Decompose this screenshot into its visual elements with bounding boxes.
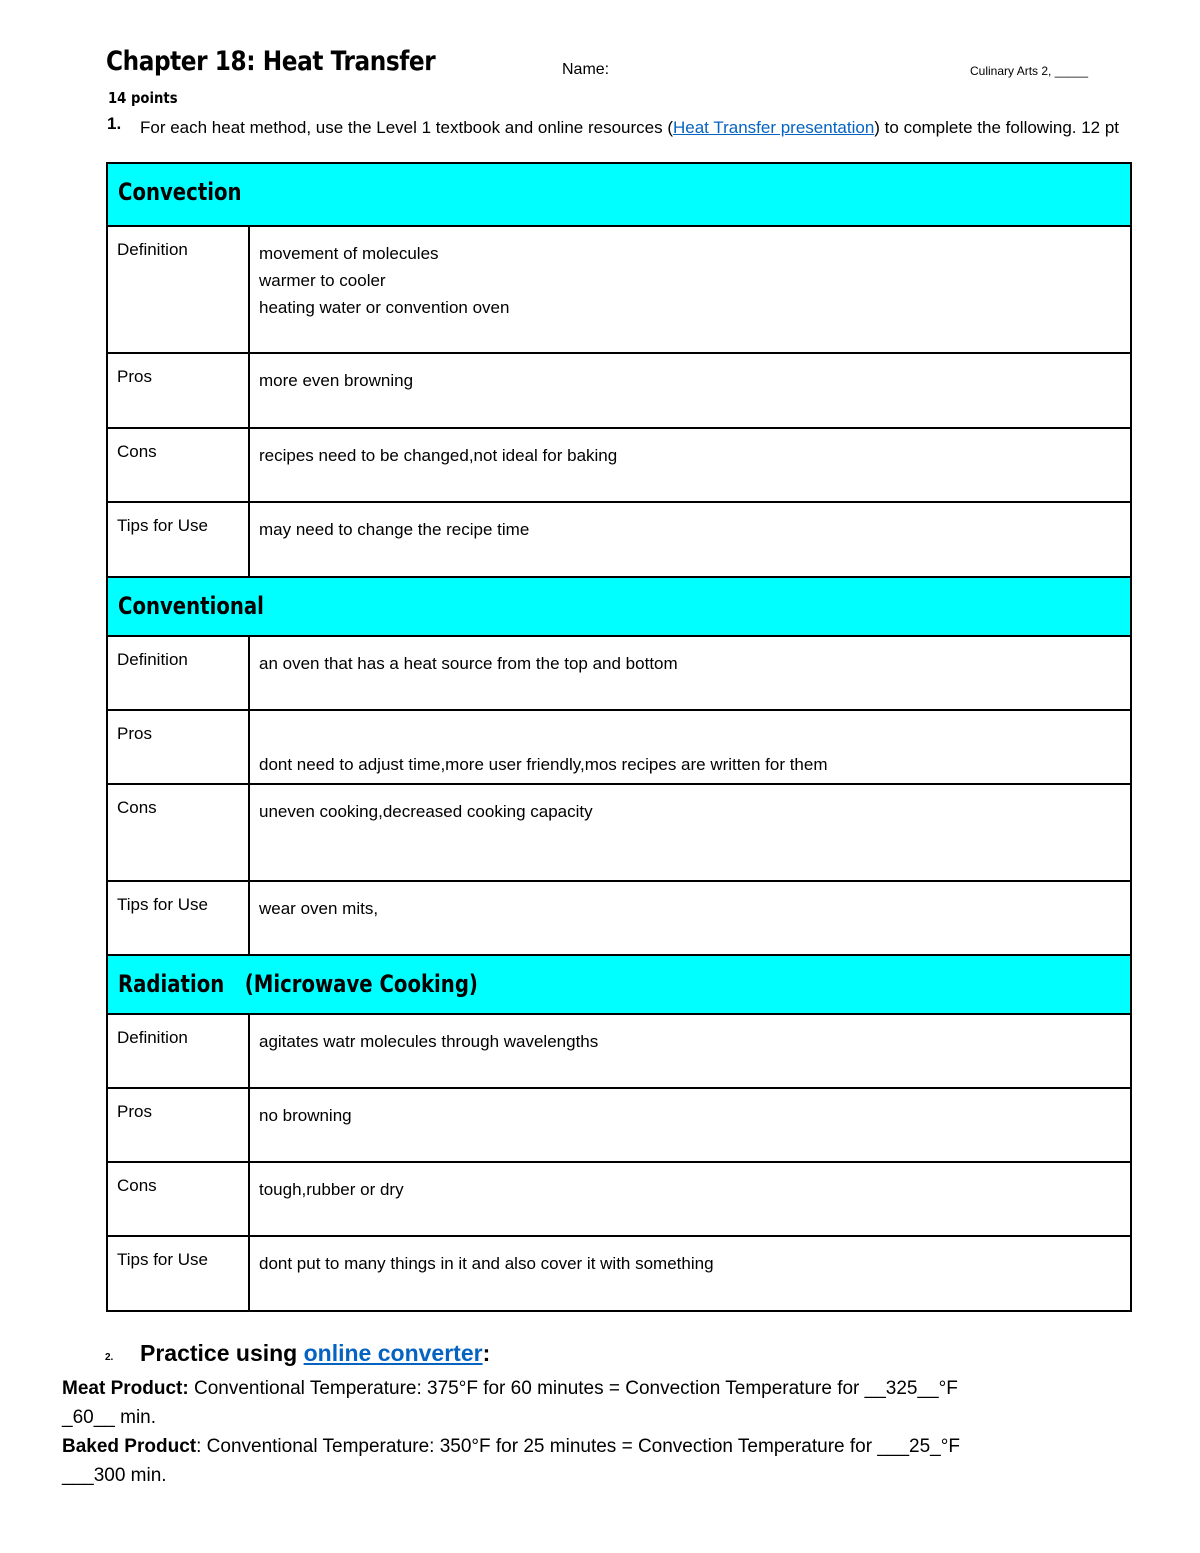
- heat-transfer-presentation-link[interactable]: Heat Transfer presentation: [673, 118, 875, 137]
- table-row: [107, 1014, 1131, 1088]
- instruction-before: For each heat method, use the Level 1 textbook and online resources (: [140, 118, 673, 137]
- practice-heading: [140, 1340, 490, 1367]
- value-line: uneven cooking,decreased cooking capacity: [259, 802, 593, 821]
- value-line: warmer to cooler: [259, 271, 386, 290]
- row-value: [249, 881, 1131, 955]
- section-heading-text: Convection: [118, 178, 242, 206]
- row-label: Pros: [107, 1088, 249, 1162]
- table-row: [107, 502, 1131, 577]
- row-label: Definition: [107, 636, 249, 710]
- meat-product-line: [62, 1374, 1142, 1403]
- baked-product-line: [62, 1432, 1142, 1461]
- section-heading-row: [107, 163, 1131, 226]
- practice-colon: :: [482, 1340, 491, 1366]
- row-value: [249, 710, 1131, 784]
- row-value: [249, 784, 1131, 881]
- heat-methods-table: [106, 162, 1132, 1312]
- row-label: Definition: [107, 1014, 249, 1088]
- row-label: Pros: [107, 353, 249, 428]
- row-label: Pros: [107, 710, 249, 784]
- value-line: [259, 724, 1130, 751]
- value-line: heating water or convention oven: [259, 298, 510, 317]
- row-value: [249, 1088, 1131, 1162]
- instruction-number: 1.: [107, 114, 122, 133]
- value-line: no browning: [259, 1106, 352, 1125]
- name-label: Name:: [562, 61, 610, 78]
- row-value: [249, 502, 1131, 577]
- row-value: [249, 428, 1131, 502]
- table-row: [107, 428, 1131, 502]
- instruction-after: ) to complete the following. 12 pt: [874, 118, 1120, 137]
- table-row: [107, 1088, 1131, 1162]
- value-line: an oven that has a heat source from the top and bottom: [259, 654, 678, 673]
- value-line: movement of molecules: [259, 244, 439, 263]
- section-heading: [107, 577, 1131, 636]
- value-line: wear oven mits,: [259, 899, 379, 918]
- row-value: [249, 353, 1131, 428]
- value-line: dont need to adjust time,more user friendly,mos recipes are written for them: [259, 755, 828, 774]
- course-label: Culinary Arts 2, _____: [970, 64, 1089, 78]
- row-label: Tips for Use: [107, 1236, 249, 1311]
- section-heading-row: [107, 577, 1131, 636]
- value-line: dont put to many things in it and also cover it with something: [259, 1254, 714, 1273]
- row-value: [249, 1162, 1131, 1236]
- table-row: [107, 226, 1131, 353]
- instruction-text: [140, 114, 1130, 141]
- row-label: Cons: [107, 1162, 249, 1236]
- section-heading: [107, 163, 1131, 226]
- table-row: [107, 636, 1131, 710]
- baked-product-line-2: ___300 min.: [62, 1465, 167, 1486]
- value-line: may need to change the recipe time: [259, 520, 530, 539]
- practice-text: Practice using: [140, 1340, 304, 1366]
- section-heading-text: Radiation (Microwave Cooking): [118, 970, 478, 998]
- meat-product-label: Meat Product:: [62, 1378, 189, 1399]
- table-row: [107, 710, 1131, 784]
- section-heading: [107, 955, 1131, 1014]
- practice-number: 2.: [105, 1352, 114, 1363]
- baked-product-label: Baked Product: [62, 1436, 197, 1457]
- table-row: [107, 1236, 1131, 1311]
- section-heading-row: [107, 955, 1131, 1014]
- row-label: Cons: [107, 784, 249, 881]
- table-row: [107, 784, 1131, 881]
- value-line: more even browning: [259, 371, 414, 390]
- row-value: [249, 226, 1131, 353]
- table-row: [107, 353, 1131, 428]
- value-line: recipes need to be changed,not ideal for baking: [259, 446, 618, 465]
- meat-product-text: Conventional Temperature: 375°F for 60 minutes = Convection Temperature for __325__°F: [188, 1378, 958, 1399]
- row-label: Tips for Use: [107, 881, 249, 955]
- online-converter-link[interactable]: online converter: [303, 1340, 483, 1366]
- table-row: [107, 881, 1131, 955]
- row-value: [249, 636, 1131, 710]
- baked-product-text: : Conventional Temperature: 350°F for 25 minutes = Convection Temperature for ___25_°F: [196, 1436, 960, 1457]
- row-label: Tips for Use: [107, 502, 249, 577]
- row-label: Cons: [107, 428, 249, 502]
- row-label: Definition: [107, 226, 249, 353]
- value-line: agitates watr molecules through wavelengths: [259, 1032, 599, 1051]
- value-line: tough,rubber or dry: [259, 1180, 404, 1199]
- row-value: [249, 1236, 1131, 1311]
- meat-product-line-2: _60__ min.: [62, 1407, 157, 1428]
- section-heading-text: Conventional: [118, 592, 264, 620]
- row-value: [249, 1014, 1131, 1088]
- table-row: [107, 1162, 1131, 1236]
- points-label: 14 points: [108, 89, 178, 107]
- page-title: Chapter 18: Heat Transfer: [106, 46, 436, 77]
